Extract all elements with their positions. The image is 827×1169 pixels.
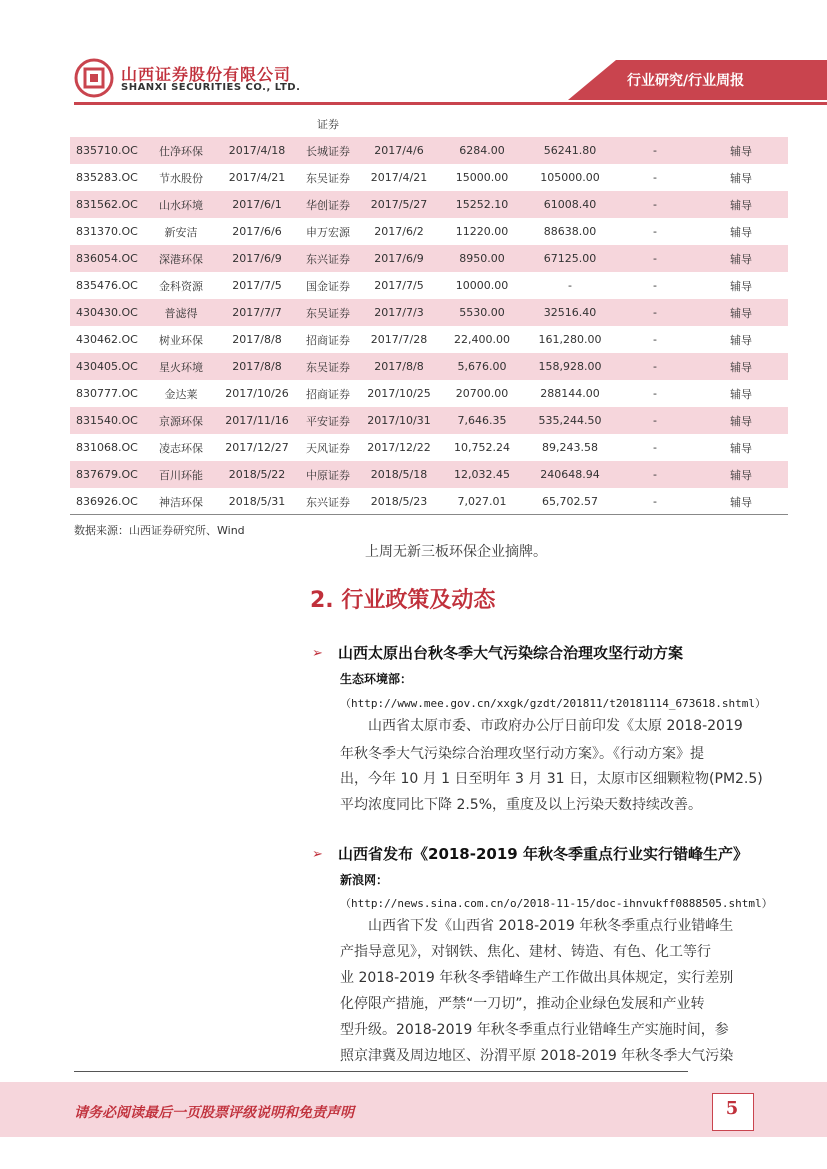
cell-type: 辅导 — [694, 191, 788, 218]
news-paragraph-line: 年秋冬季大气污染综合治理攻坚行动方案》。《行动方案》提 — [340, 746, 704, 762]
cell-type: 辅导 — [694, 407, 788, 434]
news-paragraph-line: 山西省太原市委、市政府办公厅日前印发《太原 2018-2019 — [368, 718, 743, 734]
cell-broker: 华创证券 — [298, 191, 358, 218]
cell-type: 辅导 — [730, 171, 752, 185]
cell-broker: 东兴证券 — [298, 245, 358, 272]
header-divider — [74, 102, 827, 105]
cell-date: 2017/12/22 — [367, 441, 431, 454]
cell-amount: 7,646.35 — [440, 407, 524, 434]
cell-name: 凌志环保 — [159, 441, 203, 455]
page-header — [0, 0, 827, 112]
section-title: 2. 行业政策及动态 — [310, 588, 496, 613]
table-row — [70, 164, 788, 191]
cell-name: 山水环境 — [146, 191, 216, 218]
news-url[interactable]: （http://news.sina.com.cn/o/2018-11-15/doc-ihnvukff0888505.shtml） — [340, 897, 773, 910]
cell-dash: - — [653, 333, 657, 346]
cell-dash: - — [653, 441, 657, 454]
cell-dash: - — [616, 353, 694, 380]
company-name-cn: 山西证券股份有限公司 — [121, 65, 292, 84]
cell-date: 2017/10/25 — [367, 387, 431, 400]
cell-amount: 5530.00 — [440, 299, 524, 326]
cell-name: 树业环保 — [159, 333, 203, 347]
cell-listing: 2017/6/6 — [232, 225, 282, 238]
table-row — [70, 407, 788, 434]
cell-listing: 2017/10/26 — [225, 387, 289, 400]
cell-dash: - — [616, 191, 694, 218]
news-paragraph-line: 山西省下发《山西省 2018-2019 年秋冬季重点行业错峰生 — [368, 918, 734, 934]
cell-date: 2017/7/5 — [374, 279, 424, 292]
table-row — [70, 380, 788, 407]
bullet-arrow-icon: ➢ — [312, 847, 323, 862]
cell-code: 831370.OC — [76, 225, 138, 238]
table-source: 数据来源：山西证券研究所、Wind — [74, 524, 245, 537]
footer-divider — [74, 1071, 688, 1072]
cell-code: 836926.OC — [76, 495, 138, 508]
cell-date: 2017/4/6 — [358, 137, 440, 164]
cell-code: 430405.OC — [70, 353, 146, 380]
cell-amount: 5,676.00 — [440, 353, 524, 380]
cell-type: 辅导 — [730, 333, 752, 347]
cell-value: 65,702.57 — [542, 495, 598, 508]
cell-broker: 天风证券 — [306, 441, 350, 455]
table-row — [70, 111, 788, 137]
news-paragraph-line: 出，今年 10 月 1 日至明年 3 月 31 日，太原市区细颗粒物(PM2.5) — [340, 771, 763, 787]
cell-broker: 平安证券 — [298, 407, 358, 434]
news-paragraph-line: 产指导意见》，对钢铁、焦化、建材、铸造、有色、化工等行 — [340, 944, 711, 960]
cell-listing: 2018/5/22 — [216, 461, 298, 488]
cell-dash: - — [616, 299, 694, 326]
cell-date: 2017/5/27 — [358, 191, 440, 218]
cell-listing: 2017/11/16 — [216, 407, 298, 434]
cell-name: 节水股份 — [159, 171, 203, 185]
cell-code: 831068.OC — [76, 441, 138, 454]
cell-date: 2017/4/21 — [370, 171, 428, 184]
news-paragraph-line: 平均浓度同比下降 2.5%，重度及以上污染天数持续改善。 — [340, 797, 703, 813]
cell-amount: 15252.10 — [440, 191, 524, 218]
cell-type: 辅导 — [730, 387, 752, 401]
cell-code: 835283.OC — [76, 171, 138, 184]
cell-amount: 12,032.45 — [440, 461, 524, 488]
table-bottom-rule — [70, 514, 788, 515]
cell-code: 836054.OC — [70, 245, 146, 272]
cell-broker: 招商证券 — [306, 333, 350, 347]
cell-amount: 15000.00 — [455, 171, 509, 184]
cell-name: 神洁环保 — [159, 495, 203, 509]
cell-value: 32516.40 — [524, 299, 616, 326]
cell-dash: - — [653, 495, 657, 508]
cell-date: 2017/7/3 — [358, 299, 440, 326]
bullet-arrow-icon: ➢ — [312, 646, 323, 661]
cell-date: 2018/5/18 — [358, 461, 440, 488]
news-title: 山西省发布《2018-2019 年秋冬季重点行业实行错峰生产》 — [338, 845, 748, 863]
cell-name: 百川环能 — [146, 461, 216, 488]
table-row — [70, 299, 788, 326]
cell-broker: 招商证券 — [306, 387, 350, 401]
cell-amount: 7,027.01 — [457, 495, 507, 508]
news-source-name: 新浪网： — [340, 873, 389, 887]
cell-dash: - — [653, 387, 657, 400]
cell-name: 金科资源 — [159, 279, 203, 293]
cell-name: 京源环保 — [146, 407, 216, 434]
cell-broker: 东吴证券 — [298, 353, 358, 380]
cell-date: 2017/6/2 — [374, 225, 424, 238]
cell-code: 831562.OC — [70, 191, 146, 218]
cell-broker: 申万宏源 — [306, 225, 350, 239]
report-section-label: 行业研究/行业周报 — [627, 73, 745, 89]
table-row — [70, 137, 788, 164]
cell-name: 普滤得 — [146, 299, 216, 326]
cell-listing: 2017/7/7 — [216, 299, 298, 326]
cell-value: 161,280.00 — [538, 333, 602, 346]
cell-name: 星火环境 — [146, 353, 216, 380]
cell-code: 430462.OC — [76, 333, 138, 346]
cell-broker: 东吴证券 — [306, 171, 350, 185]
cell-type: 辅导 — [730, 495, 752, 509]
cell-dash: - — [616, 461, 694, 488]
news-title: 山西太原出台秋冬季大气污染综合治理攻坚行动方案 — [338, 644, 684, 662]
cell-type: 辅导 — [694, 245, 788, 272]
cell-code: 831540.OC — [70, 407, 146, 434]
ipo-table — [70, 111, 788, 515]
cell-listing: 2017/4/21 — [228, 171, 286, 184]
cell-name: 仕净环保 — [146, 137, 216, 164]
cell-type: 辅导 — [694, 137, 788, 164]
cell-code: 835476.OC — [76, 279, 138, 292]
cell-listing: 2017/8/8 — [216, 353, 298, 380]
cell-date: 2017/10/31 — [358, 407, 440, 434]
cell-value: - — [568, 279, 572, 292]
cell-listing: 2017/12/27 — [225, 441, 289, 454]
page-number: 5 — [725, 1098, 739, 1119]
news-paragraph-line: 型升级。2018-2019 年秋冬季重点行业错峰生产实施时间，参 — [340, 1022, 729, 1038]
cell-type: 辅导 — [730, 225, 752, 239]
cell-value: 67125.00 — [524, 245, 616, 272]
cell-name: 新安洁 — [164, 225, 198, 239]
company-name-en: SHANXI SECURITIES CO., LTD. — [121, 82, 301, 93]
cell-dash: - — [653, 171, 657, 184]
cell-amount: 6284.00 — [440, 137, 524, 164]
table-row — [70, 461, 788, 488]
cell-value: 535,244.50 — [524, 407, 616, 434]
table-row — [70, 488, 788, 515]
disclaimer-text: 请务必阅读最后一页股票评级说明和免责声明 — [74, 1105, 354, 1121]
delisting-note: 上周无新三板环保企业摘牌。 — [365, 544, 547, 560]
news-paragraph-line: 照京津冀及周边地区、汾渭平原 2018-2019 年秋冬季大气污染 — [340, 1048, 734, 1064]
cell-amount: 8950.00 — [440, 245, 524, 272]
carry-over-cell: 证券 — [317, 118, 339, 131]
cell-value: 56241.80 — [524, 137, 616, 164]
cell-dash: - — [653, 279, 657, 292]
news-url[interactable]: （http://www.mee.gov.cn/xxgk/gzdt/201811/t20181114_673618.shtml） — [340, 697, 766, 710]
cell-value: 61008.40 — [524, 191, 616, 218]
cell-type: 辅导 — [730, 279, 752, 293]
cell-code: 830777.OC — [76, 387, 138, 400]
cell-date: 2017/8/8 — [358, 353, 440, 380]
cell-value: 88638.00 — [543, 225, 597, 238]
cell-value: 288144.00 — [540, 387, 600, 400]
table-row — [70, 218, 788, 245]
cell-type: 辅导 — [730, 441, 752, 455]
cell-listing: 2017/6/1 — [216, 191, 298, 218]
table-row — [70, 245, 788, 272]
news-source-name: 生态环境部： — [340, 672, 413, 686]
cell-value: 240648.94 — [524, 461, 616, 488]
cell-listing: 2017/4/18 — [216, 137, 298, 164]
table-row — [70, 191, 788, 218]
company-logo-icon — [74, 58, 114, 98]
cell-dash: - — [653, 225, 657, 238]
cell-type: 辅导 — [694, 353, 788, 380]
cell-dash: - — [616, 407, 694, 434]
cell-amount: 22,400.00 — [454, 333, 510, 346]
cell-amount: 11220.00 — [455, 225, 509, 238]
cell-type: 辅导 — [694, 299, 788, 326]
news-paragraph-line: 化停限产措施，严禁“一刀切”，推动企业绿色发展和产业转 — [340, 996, 705, 1012]
cell-value: 158,928.00 — [524, 353, 616, 380]
cell-listing: 2017/6/9 — [216, 245, 298, 272]
cell-broker: 国金证券 — [306, 279, 350, 293]
cell-type: 辅导 — [694, 461, 788, 488]
cell-name: 深港环保 — [146, 245, 216, 272]
table-row — [70, 434, 788, 461]
cell-date: 2017/7/28 — [370, 333, 428, 346]
cell-dash: - — [616, 245, 694, 272]
table-row — [70, 326, 788, 353]
cell-broker: 长城证券 — [298, 137, 358, 164]
cell-listing: 2018/5/31 — [228, 495, 286, 508]
cell-code: 837679.OC — [70, 461, 146, 488]
cell-broker: 东兴证券 — [306, 495, 350, 509]
cell-date: 2018/5/23 — [370, 495, 428, 508]
cell-name: 金达莱 — [164, 387, 198, 401]
table-row — [70, 353, 788, 380]
cell-broker: 东吴证券 — [298, 299, 358, 326]
cell-amount: 10,752.24 — [454, 441, 510, 454]
cell-dash: - — [616, 137, 694, 164]
cell-value: 105000.00 — [540, 171, 600, 184]
cell-amount: 20700.00 — [455, 387, 509, 400]
news-paragraph-line: 业 2018-2019 年秋冬季错峰生产工作做出具体规定，实行差别 — [340, 970, 734, 986]
cell-amount: 10000.00 — [455, 279, 509, 292]
cell-broker: 中原证券 — [298, 461, 358, 488]
cell-date: 2017/6/9 — [358, 245, 440, 272]
cell-code: 430430.OC — [70, 299, 146, 326]
cell-code: 835710.OC — [70, 137, 146, 164]
cell-value: 89,243.58 — [542, 441, 598, 454]
cell-listing: 2017/7/5 — [232, 279, 282, 292]
cell-listing: 2017/8/8 — [232, 333, 282, 346]
table-row — [70, 272, 788, 299]
